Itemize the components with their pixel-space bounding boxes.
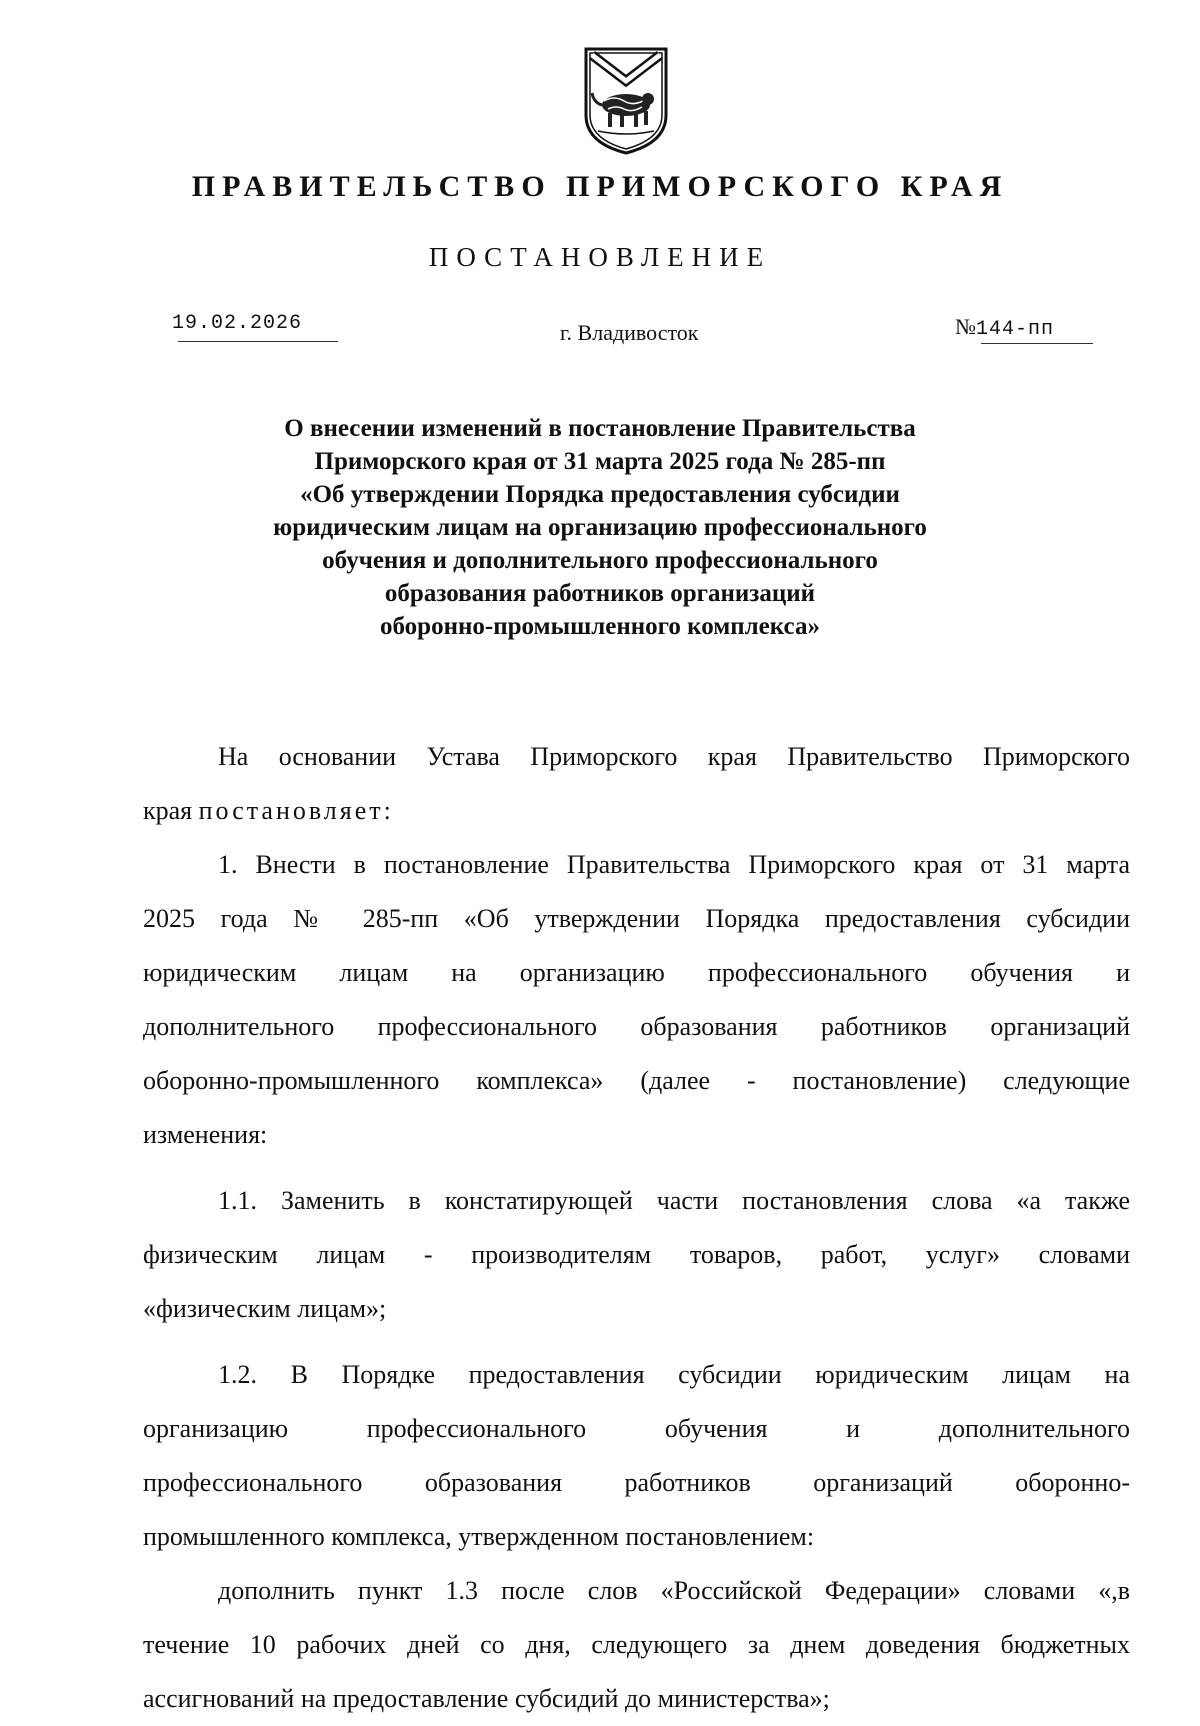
subject-line: образования работников организаций <box>384 580 816 607</box>
document-body <box>143 730 1130 1726</box>
subject-line: О внесении изменений в постановление Правительства <box>284 415 916 442</box>
paragraph-1-1-line: «физическим лицам»; <box>143 1294 387 1323</box>
paragraph-1-line: 1. Внести в постановление Правительства Приморского края от 31 марта <box>218 850 1130 879</box>
paragraph-1-1-line: 1.1. Заменить в констатирующей части постановления слова «а также <box>218 1186 1130 1215</box>
city-label: г. Владивосток <box>560 320 699 345</box>
spacer <box>143 1162 1130 1174</box>
paragraph-1-line: дополнительного профессионального образования работников организаций <box>143 1012 1130 1041</box>
paragraph-1-line: изменения: <box>143 1120 268 1149</box>
paragraph-1-1-line: физическим лицам - производителям товаров, работ, услуг» словами <box>143 1240 1130 1269</box>
subject-line: Приморского края от 31 марта 2025 года № 285-пп <box>314 448 886 475</box>
paragraph-1-2-a-line: течение 10 рабочих дней со дня, следующего за днем доведения бюджетных <box>143 1630 1130 1659</box>
document-type: ПОСТАНОВЛЕНИЕ <box>428 242 772 272</box>
document-subject <box>220 412 980 643</box>
paragraph-1-line: оборонно-промышленного комплекса» (далее - постановление) следующие <box>143 1066 1130 1095</box>
subject-line: юридическим лицам на организацию профессионального <box>273 514 927 541</box>
spacer <box>143 1336 1130 1348</box>
document-number <box>955 314 1095 344</box>
subject-line: оборонно-промышленного комплекса» <box>380 613 820 640</box>
paragraph-1-2-line: 1.2. В Порядке предоставления субсидии юридическим лицам на <box>218 1360 1130 1389</box>
document-date <box>172 312 338 342</box>
number-underline <box>981 343 1093 344</box>
decree-word: постановляет: <box>198 796 394 825</box>
date-underline <box>178 341 338 342</box>
subject-line: «Об утверждении Порядка предоставления субсидии <box>300 481 900 508</box>
intro-prefix: края <box>143 796 199 825</box>
intro-line <box>143 784 1130 838</box>
paragraph-1-2-a-line: дополнить пункт 1.3 после слов «Российской Федерации» словами «,в <box>218 1576 1130 1605</box>
paragraph-1-2-line: профессионального образования работников организаций оборонно- <box>143 1468 1130 1497</box>
intro-line: На основании Устава Приморского края Правительство Приморского <box>218 742 1130 771</box>
paragraph-1-2-line: организацию профессионального обучения и дополнительного <box>143 1414 1130 1443</box>
date-value: 19.02.2026 <box>172 312 303 335</box>
paragraph-1-line: 2025 года № 285-пп «Об утверждении Порядка предоставления субсидии <box>143 904 1130 933</box>
number-value: 144-пп <box>976 318 1055 341</box>
number-sign: № <box>955 314 976 339</box>
paragraph-1-2-line: промышленного комплекса, утвержденном постановлением: <box>143 1522 815 1551</box>
subject-line: обучения и дополнительного профессионального <box>322 547 878 574</box>
paragraph-1-2-a-line: ассигнований на предоставление субсидий до министерства»; <box>143 1684 830 1713</box>
paragraph-1-line: юридическим лицам на организацию профессионального обучения и <box>143 958 1130 987</box>
government-title: ПРАВИТЕЛЬСТВО ПРИМОРСКОГО КРАЯ <box>191 170 1009 203</box>
coat-of-arms-icon <box>580 45 672 157</box>
